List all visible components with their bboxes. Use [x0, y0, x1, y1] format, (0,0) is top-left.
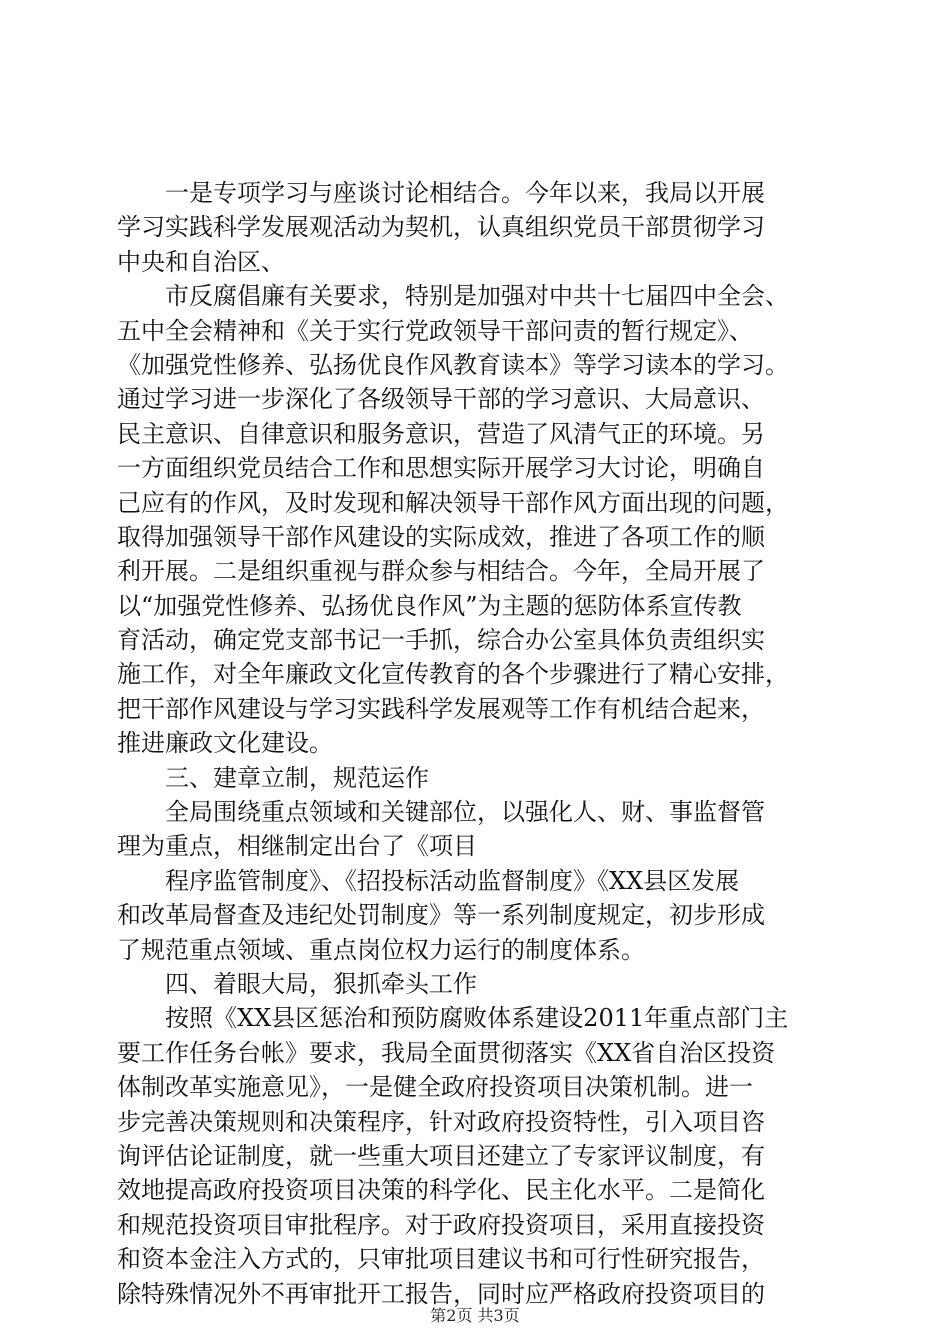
- text-line: 一是专项学习与座谈讨论相结合。今年以来，我局以开展: [165, 179, 765, 207]
- text-line: 学习实践科学发展观活动为契机，认真组织党员干部贯彻学习: [117, 213, 765, 242]
- text-line: 把干部作风建设与学习实践科学发展观等工作有机结合起来，: [117, 694, 765, 723]
- section-heading: 三、建章立制，规范运作: [165, 763, 429, 792]
- text-line: 取得加强领导干部作风建设的实际成效，推进了各项工作的顺: [117, 522, 765, 551]
- text-line: 程序监管制度》、《招投标活动监督制度》《XX县区发展: [165, 866, 740, 895]
- text-line: 询评估论证制度，就一些重大项目还建立了专家评议制度，有: [117, 1141, 765, 1170]
- text-line: 市反腐倡廉有关要求，特别是加强对中共十七届四中全会、: [165, 282, 789, 311]
- section-heading: 四、着眼大局，狠抓牵头工作: [165, 969, 477, 998]
- text-line: 以“加强党性修养、弘扬优良作风”为主题的惩防体系宣传教: [117, 591, 742, 620]
- text-line: 理为重点，相继制定出台了《项目: [117, 832, 477, 861]
- text-line: 了规范重点领域、重点岗位权力运行的制度体系。: [117, 935, 645, 964]
- text-line: 通过学习进一步深化了各级领导干部的学习意识、大局意识、: [117, 385, 765, 414]
- text-line: 除特殊情况外不再审批开工报告，同时应严格政府投资项目的: [117, 1279, 765, 1308]
- text-line: 育活动，确定党支部书记一手抓，综合办公室具体负责组织实: [117, 626, 765, 655]
- text-line: 效地提高政府投资项目决策的科学化、民主化水平。二是简化: [117, 1176, 765, 1205]
- text-line: 施工作，对全年廉政文化宣传教育的各个步骤进行了精心安排，: [117, 660, 789, 689]
- text-line: 要工作任务台帐》要求，我局全面贯彻落实《XX省自治区投资: [117, 1038, 776, 1067]
- text-line: 民主意识、自律意识和服务意识，营造了风清气正的环境。另: [117, 419, 765, 448]
- text-line: 己应有的作风，及时发现和解决领导干部作风方面出现的问题，: [117, 488, 789, 517]
- text-line: 全局围绕重点领域和关键部位，以强化人、财、事监督管: [165, 798, 765, 827]
- page-number-footer: 第2页 共3页: [430, 1306, 520, 1325]
- text-line: 和规范投资项目审批程序。对于政府投资项目，采用直接投资: [117, 1210, 765, 1239]
- text-line: 一方面组织党员结合工作和思想实际开展学习大讨论，明确自: [117, 454, 765, 483]
- text-line: 体制改革实施意见》，一是健全政府投资项目决策机制。进一: [117, 1073, 753, 1102]
- text-line: 中央和自治区、: [117, 247, 285, 276]
- text-line: 利开展。二是组织重视与群众参与相结合。今年，全局开展了: [117, 557, 765, 586]
- text-line: 和资本金注入方式的，只审批项目建议书和可行性研究报告，: [117, 1245, 765, 1274]
- text-line: 推进廉政文化建设。: [117, 729, 333, 758]
- text-line: 和改革局督查及违纪处罚制度》等一系列制度规定，初步形成: [117, 901, 765, 930]
- text-line: 五中全会精神和《关于实行党政领导干部问责的暂行规定》、: [117, 316, 753, 345]
- body-text: [117, 176, 833, 1311]
- text-line: 《加强党性修养、弘扬优良作风教育读本》等学习读本的学习。: [117, 350, 789, 379]
- text-line: 步完善决策规则和决策程序，针对政府投资特性，引入项目咨: [117, 1107, 765, 1136]
- text-line: 按照《XX县区惩治和预防腐败体系建设2011年重点部门主: [165, 1004, 789, 1033]
